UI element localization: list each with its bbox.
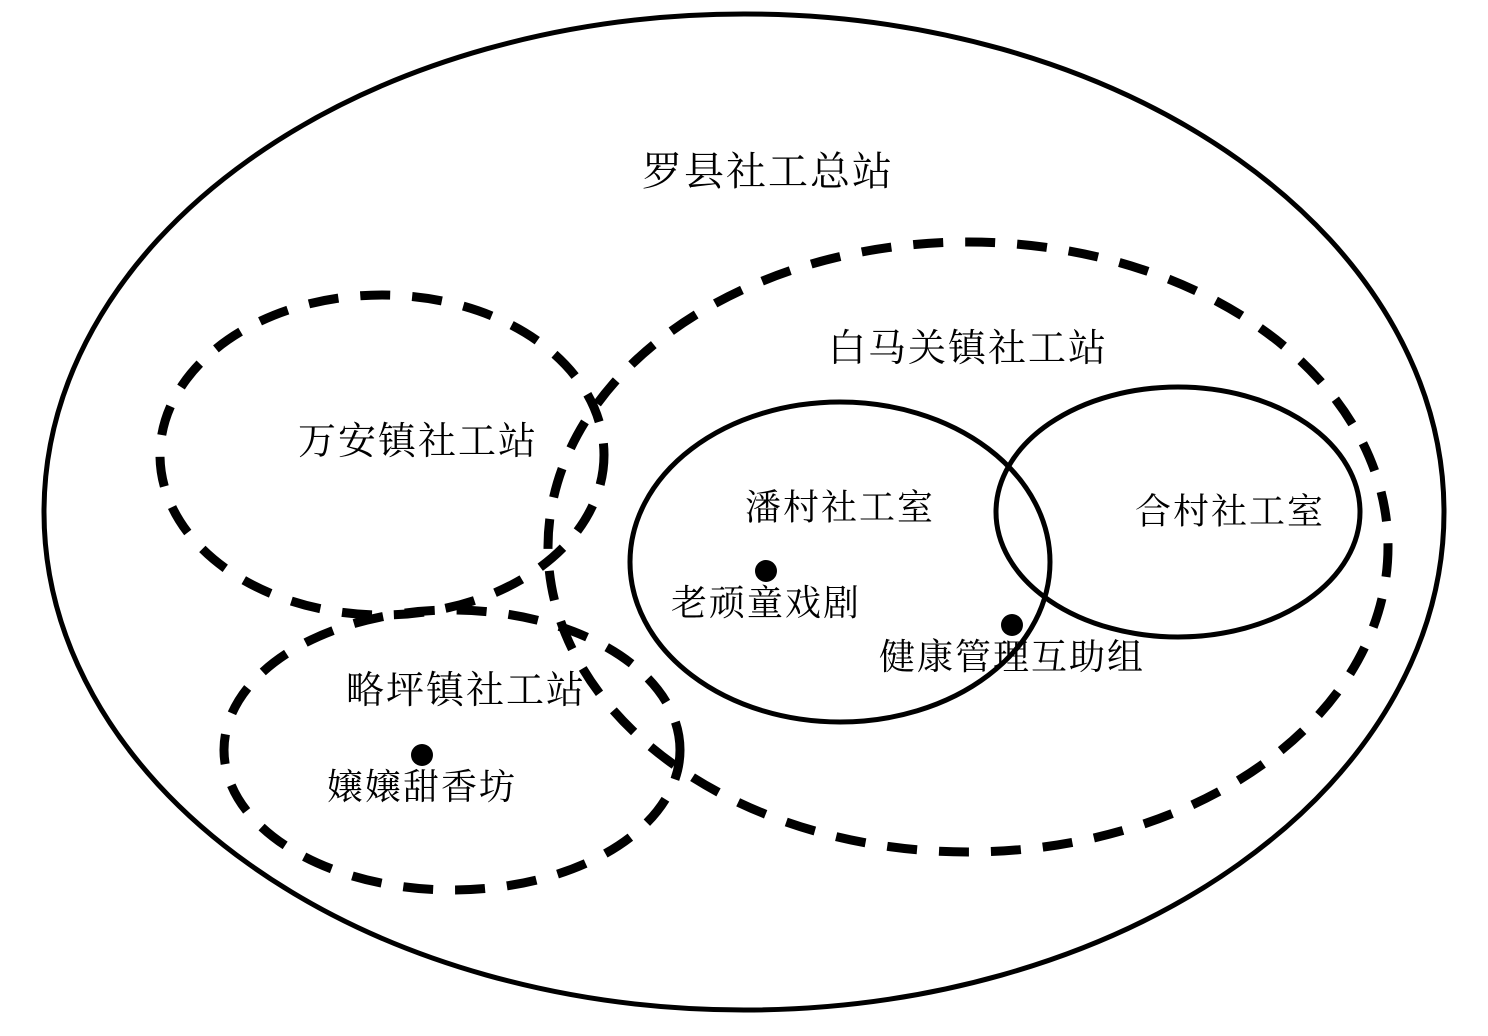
node-niangniang-sweet-workshop [327, 744, 517, 807]
node-dot-icon [755, 560, 777, 582]
node-label: 嬢嬢甜香坊 [326, 767, 518, 807]
node-label: 老顽童戏剧 [670, 583, 862, 623]
node-dot-icon [411, 744, 433, 766]
label-county-station: 罗县社工总站 [642, 149, 894, 194]
label-hecun-office: 合村社工室 [1134, 491, 1326, 532]
label-lueping-station: 略坪镇社工站 [345, 670, 587, 713]
label-pancun-office: 潘村社工室 [744, 487, 936, 528]
node-laowantong-drama [671, 560, 861, 623]
node-dot-icon [1001, 614, 1023, 636]
node-label: 健康管理互助组 [878, 637, 1146, 677]
label-baimaguan-station: 白马关镇社工站 [827, 328, 1109, 371]
node-health-management-group [879, 614, 1145, 677]
label-wanan-station: 万安镇社工站 [297, 421, 539, 464]
